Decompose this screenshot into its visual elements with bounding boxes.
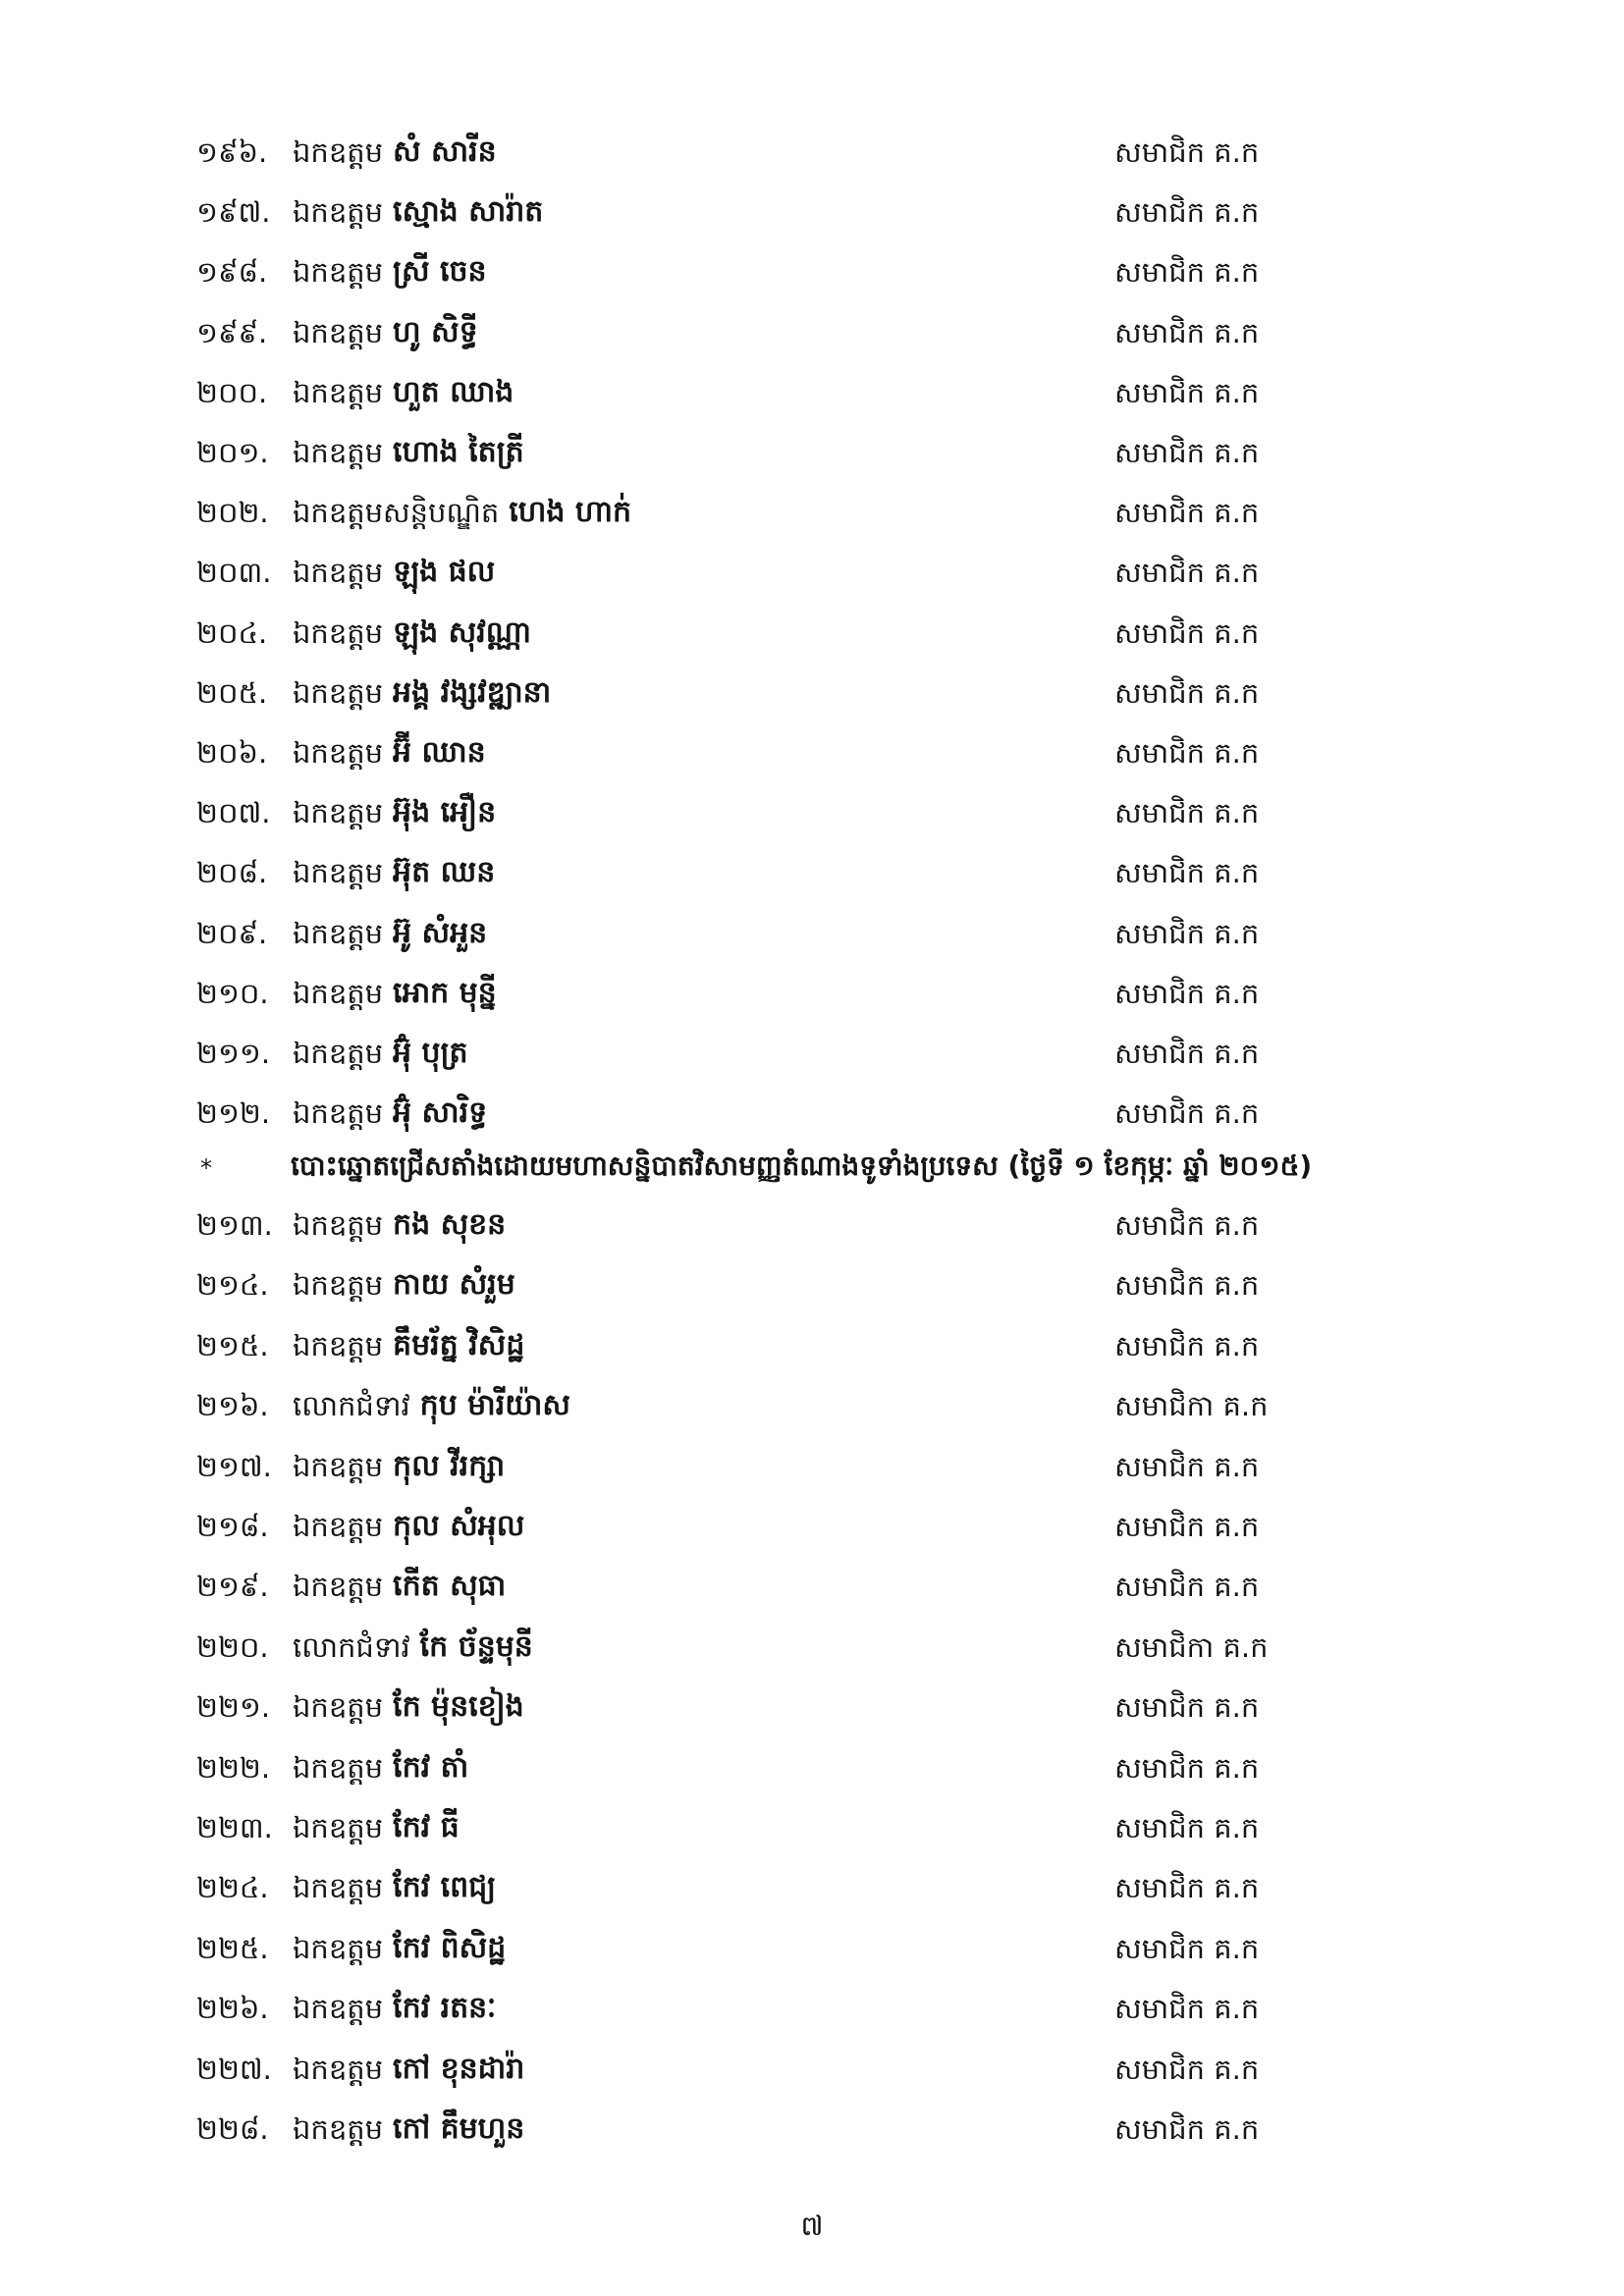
member-person: [293, 1324, 524, 1367]
member-title: ឯកឧត្តម: [293, 1992, 384, 2025]
member-role: សមាជិក គ.ក: [1114, 1329, 1260, 1362]
member-number: ២១១.: [196, 1037, 271, 1070]
member-number: ២២១.: [196, 1690, 271, 1724]
member-title: ឯកឧត្តម: [293, 917, 384, 950]
member-name: កែវ ធី: [393, 1810, 460, 1844]
member-title: ឯកឧត្តម: [293, 1751, 384, 1785]
member-number: ២២៧.: [196, 2053, 272, 2086]
member-title: ឯកឧត្តម: [293, 556, 384, 589]
member-number: ២០៦.: [196, 736, 268, 770]
member-person: [293, 1987, 496, 2030]
member-person: [293, 1565, 506, 1608]
member-title: ឯកឧត្តម: [293, 2112, 384, 2146]
member-title: ឯកឧត្តម: [293, 316, 384, 349]
member-title: ឯកឧត្តម: [293, 977, 384, 1010]
member-title: ឯកឧត្តម: [293, 1811, 384, 1844]
member-name: ឡុង សុវណ្ណា: [393, 615, 531, 650]
member-person: [293, 1445, 505, 1488]
member-row: [0, 1685, 1624, 1729]
member-row: [0, 1445, 1624, 1488]
member-title: ឯកឧត្តម: [293, 796, 384, 829]
member-role: សមាជិក គ.ក: [1114, 796, 1260, 829]
member-number: ២១៤.: [196, 1268, 269, 1302]
member-name: កែ ច័ន្ទមុនី: [419, 1629, 533, 1664]
member-row: [0, 1505, 1624, 1548]
member-name: អ៊ុង អឿន: [393, 795, 497, 829]
member-person: [293, 1626, 533, 1669]
note-marker: *: [200, 1154, 212, 1182]
member-role: សមាជិកា គ.ក: [1114, 1389, 1269, 1422]
member-row: [0, 1806, 1624, 1849]
member-role: សមាជិក គ.ក: [1114, 1871, 1260, 1904]
member-role: សមាជិកា គ.ក: [1114, 1630, 1269, 1664]
member-number: ២០៥.: [196, 676, 268, 710]
member-title: ឯកឧត្តម: [293, 616, 384, 650]
member-role: សមាជិក គ.ក: [1114, 1450, 1260, 1483]
member-row: [0, 1384, 1624, 1427]
member-role: សមាជិក គ.ក: [1114, 917, 1260, 950]
member-title: ឯកឧត្តម: [293, 436, 384, 469]
member-number: ២២៦.: [196, 1992, 269, 2025]
member-title: ឯកឧត្តម: [293, 1871, 384, 1904]
member-person: [293, 1263, 515, 1307]
member-name: អ៊ុំ បុត្រ: [393, 1036, 468, 1070]
member-title: ឯកឧត្តម: [293, 1208, 384, 1242]
member-title: ឯកឧត្តម: [293, 1510, 384, 1543]
member-role: សមាជិក គ.ក: [1114, 736, 1260, 770]
member-name: ស្រី ចេន: [393, 254, 487, 289]
member-title: ឯកឧត្តម: [293, 2053, 384, 2086]
member-number: ២១០.: [196, 977, 269, 1010]
member-person: [293, 1384, 570, 1427]
member-number: ២១៨.: [196, 1510, 269, 1543]
member-role: សមាជិក គ.ក: [1114, 1570, 1260, 1603]
member-name: កែ ម៉ុនខៀង: [393, 1689, 524, 1724]
member-role: សមាជិក គ.ក: [1114, 977, 1260, 1010]
member-row: [0, 1263, 1624, 1307]
member-number: ២១២.: [196, 1096, 271, 1130]
member-role: សមាជិក គ.ក: [1114, 255, 1260, 289]
member-role: សមាជិក គ.ក: [1114, 1208, 1260, 1242]
member-role: សមាជិក គ.ក: [1114, 436, 1260, 469]
member-title: ឯកឧត្តម: [293, 1037, 384, 1070]
member-role: សមាជិក គ.ក: [1114, 1690, 1260, 1724]
member-title: ឯកឧត្តម: [293, 195, 384, 229]
member-name: កែវ ពេជ្យ: [393, 1870, 497, 1904]
member-role: សមាជិក គ.ក: [1114, 1751, 1260, 1785]
member-number: ២១៥.: [196, 1329, 269, 1362]
member-name: កែវ តាំ: [393, 1750, 469, 1785]
member-row: [0, 2048, 1624, 2091]
member-person: [293, 2048, 524, 2091]
member-person: [293, 1203, 506, 1247]
member-role: សមាជិក គ.ក: [1114, 316, 1260, 349]
member-title: ឯកឧត្តម: [293, 856, 384, 889]
member-row: [0, 2108, 1624, 2151]
member-person: [293, 1746, 468, 1789]
member-name: គឹមរ័ត្ន វិសិដ្ឋ: [393, 1328, 525, 1362]
member-role: សមាជិក គ.ក: [1114, 616, 1260, 650]
member-number: ២០៤.: [196, 616, 268, 650]
member-row: [0, 1565, 1624, 1608]
member-number: ២០២.: [196, 496, 269, 529]
member-number: ២២៣.: [196, 1811, 273, 1844]
member-row: [0, 1203, 1624, 1247]
member-row: [0, 1746, 1624, 1789]
member-number: ១៩៧.: [196, 195, 271, 229]
member-title: ឯកឧត្តម: [293, 1450, 384, 1483]
member-role: សមាជិក គ.ក: [1114, 556, 1260, 589]
member-title: លោកជំទាវ: [293, 1389, 410, 1422]
member-title: ឯកឧត្តម: [293, 255, 384, 289]
member-title: ឯកឧត្តម: [293, 1570, 384, 1603]
member-title: ឯកឧត្តម: [293, 1932, 384, 1965]
member-role: សមាជិក គ.ក: [1114, 496, 1260, 529]
member-name: កាយ សំរួម: [393, 1267, 515, 1302]
member-row: [0, 1927, 1624, 1970]
member-name: អ៊ុំ សារិទ្ធ: [393, 1095, 488, 1130]
member-row: [0, 1324, 1624, 1367]
member-row: [0, 1987, 1624, 2030]
member-role: សមាជិក គ.ក: [1114, 376, 1260, 409]
member-role: សមាជិក គ.ក: [1114, 195, 1260, 229]
member-number: ២២៤.: [196, 1871, 269, 1904]
member-role: សមាជិក គ.ក: [1114, 2112, 1260, 2146]
member-number: ២១៦.: [196, 1389, 269, 1422]
member-name: អង្គ វង្សវឌ្ឍានា: [393, 675, 552, 710]
member-person: [293, 1505, 524, 1548]
member-name: អ៊ី ឈាន: [393, 735, 486, 770]
member-role: សមាជិក គ.ក: [1114, 2053, 1260, 2086]
member-name: កុល សំអុល: [393, 1509, 525, 1543]
member-title: ឯកឧត្តម: [293, 135, 384, 169]
member-name: អ៊ុត ឈន: [393, 855, 496, 889]
member-name: ឡុង ផល: [393, 555, 496, 589]
member-name: ហូ សិទ្ធី: [393, 315, 478, 349]
member-title: ឯកឧត្តម: [293, 676, 384, 710]
member-number: ២០៨.: [196, 856, 268, 889]
member-number: ២១៣.: [196, 1208, 273, 1242]
member-number: ២២០.: [196, 1630, 269, 1664]
member-number: ២០៧.: [196, 796, 271, 829]
member-role: សមាជិក គ.ក: [1114, 1268, 1260, 1302]
member-person: [293, 1685, 524, 1729]
member-name: កៅ គឹមហួន: [393, 2111, 525, 2146]
member-title: ឯកឧត្តម: [293, 736, 384, 770]
member-number: ២០៣.: [196, 556, 272, 589]
member-name: ហោង តៃត្រី: [393, 435, 524, 469]
member-name: កៅ ខុនដារ៉ា: [393, 2052, 525, 2086]
member-name: អ៊ូ សំអួន: [393, 916, 488, 950]
member-name: កុប ម៉ារីយ៉ាស: [419, 1388, 570, 1422]
member-row: [0, 1866, 1624, 1909]
member-person: [293, 2108, 524, 2151]
member-name: សំ សារីន: [393, 134, 497, 169]
member-name: កើត សុធា: [393, 1569, 507, 1603]
member-role: សមាជិក គ.ក: [1114, 1037, 1260, 1070]
member-number: ២១៩.: [196, 1570, 269, 1603]
member-title: ឯកឧត្តម: [293, 1268, 384, 1302]
member-title: លោកជំទាវ: [293, 1630, 410, 1664]
member-person: [293, 1866, 496, 1909]
member-number: ១៩៩.: [196, 316, 268, 349]
member-title: ឯកឧត្តម: [293, 1096, 384, 1130]
member-number: ២២៨.: [196, 2112, 269, 2146]
member-title: ឯកឧត្តម: [293, 376, 384, 409]
member-role: សមាជិក គ.ក: [1114, 135, 1260, 169]
member-title: ឯកឧត្តមសន្តិបណ្ឌិត: [293, 496, 500, 529]
member-name: ហួត ឈាង: [393, 375, 514, 409]
member-number: ២១៧.: [196, 1450, 272, 1483]
member-title: ឯកឧត្តម: [293, 1690, 384, 1724]
member-number: ១៩៦.: [196, 135, 268, 169]
member-role: សមាជិក គ.ក: [1114, 1932, 1260, 1965]
member-name: ហេង ហាក់: [509, 495, 631, 529]
member-name: ស្មោង សារ៉ាត: [393, 194, 544, 229]
member-person: [293, 1806, 460, 1849]
member-name: កែវ ពិសិដ្ឋ: [393, 1931, 507, 1965]
member-name: កុល វីរក្សា: [393, 1449, 506, 1483]
member-person: [293, 1927, 506, 1970]
member-role: សមាជិក គ.ក: [1114, 1811, 1260, 1844]
member-role: សមាជិក គ.ក: [1114, 1992, 1260, 2025]
member-title: ឯកឧត្តម: [293, 1329, 384, 1362]
member-name: កែវ រតនៈ: [393, 1991, 497, 2025]
member-number: ២០៩.: [196, 917, 268, 950]
member-number: ២២៥.: [196, 1932, 269, 1965]
member-role: សមាជិក គ.ក: [1114, 1096, 1260, 1130]
member-role: សមាជិក គ.ក: [1114, 856, 1260, 889]
member-number: ២២២.: [196, 1751, 271, 1785]
member-number: ២០០.: [196, 376, 268, 409]
member-number: ១៩៨.: [196, 255, 268, 289]
member-name: អោក មុន្នី: [393, 976, 497, 1010]
member-number: ២០១.: [196, 436, 269, 469]
member-role: សមាជិក គ.ក: [1114, 1510, 1260, 1543]
member-row: [0, 1626, 1624, 1669]
member-role: សមាជិក គ.ក: [1114, 676, 1260, 710]
member-name: កង សុខន: [393, 1207, 507, 1242]
note-text: បោះឆ្នោតជ្រើសតាំងដោយមហាសន្និបាតវិសាមញ្ញតំណាងទូទាំងប្រទេស (ថ្ងៃទី ១ ខែកុម្ភៈ ឆ្នាំ ២០១៥): [291, 1149, 1313, 1182]
page-number: ៧: [800, 2210, 824, 2242]
